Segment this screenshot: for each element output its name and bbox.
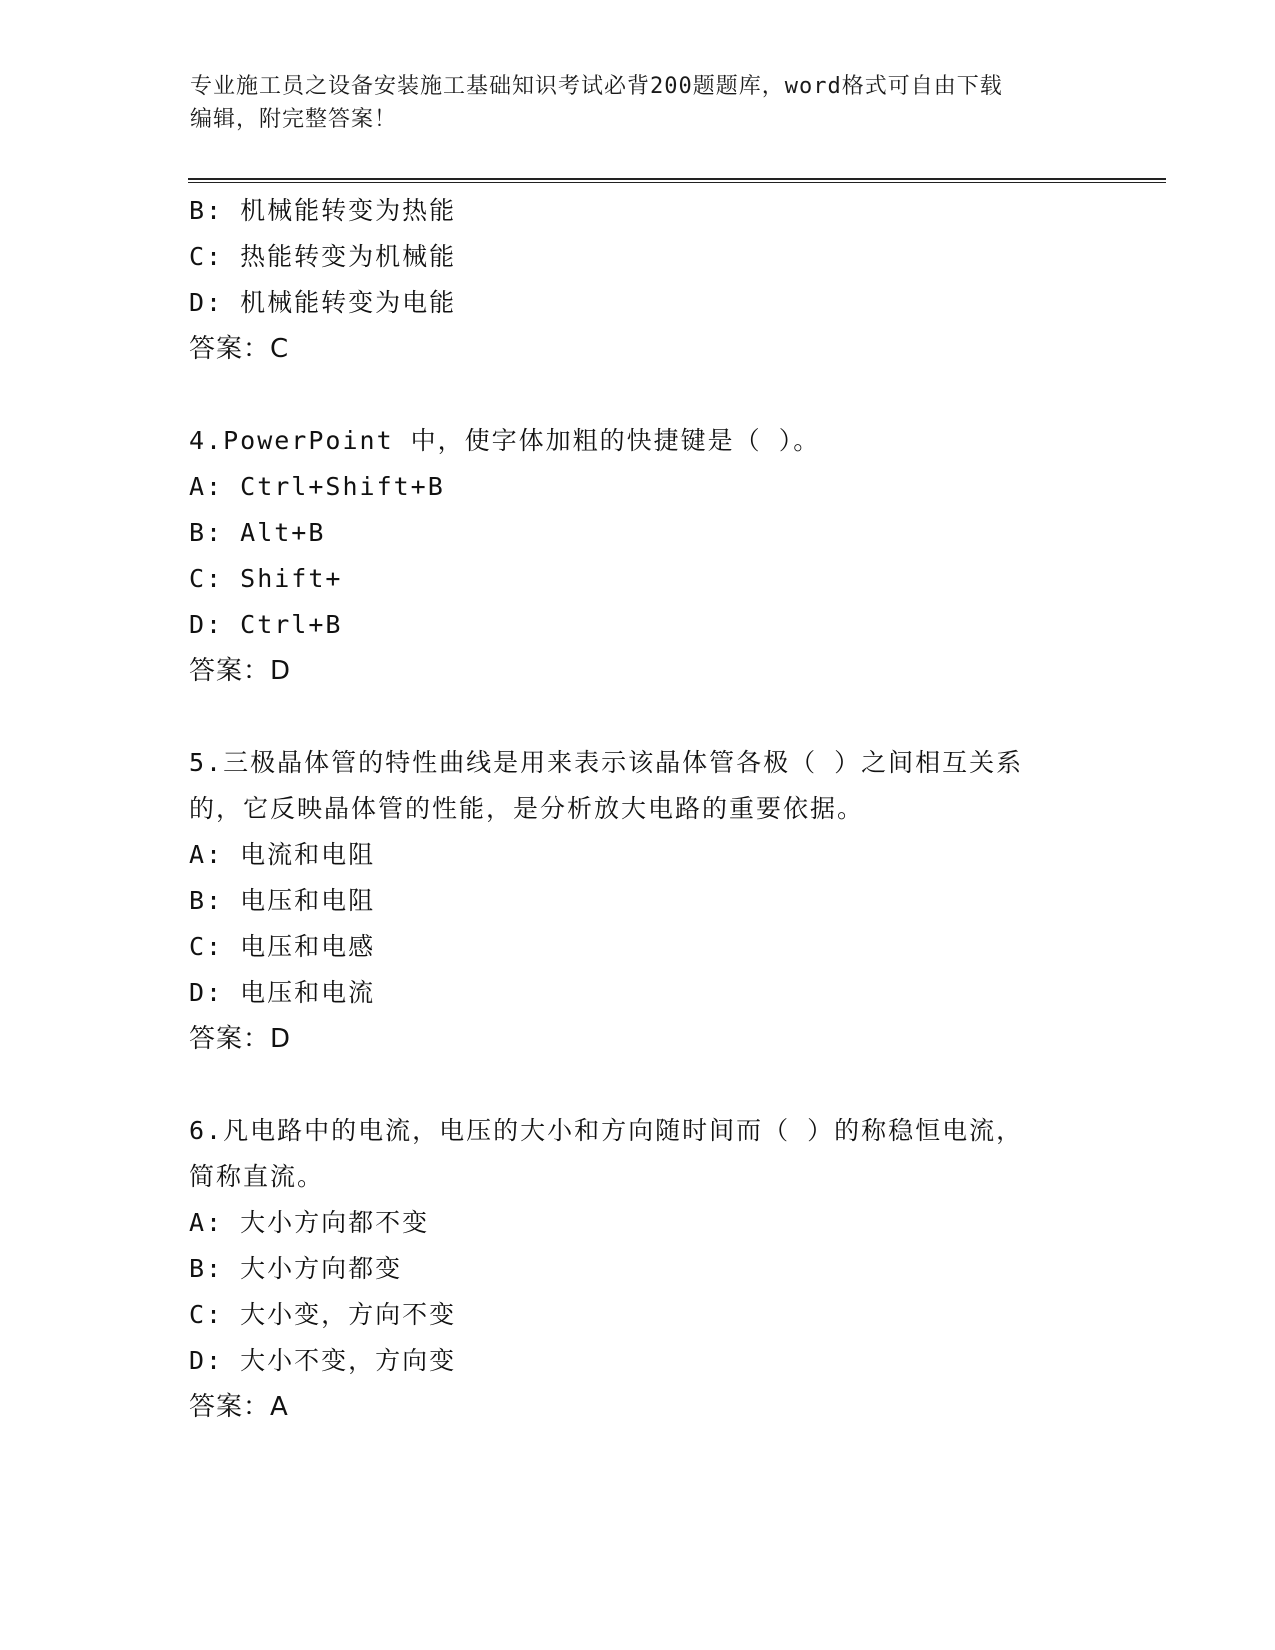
option-b: B: 电压和电阻 bbox=[189, 886, 376, 915]
question-text: 6.凡电路中的电流，电压的大小和方向随时间而（ ）的称稳恒电流， bbox=[189, 1116, 1024, 1145]
question-text: 5.三极晶体管的特性曲线是用来表示该晶体管各极（ ）之间相互关系 bbox=[189, 748, 1024, 777]
option-b: B: 大小方向都变 bbox=[189, 1254, 403, 1283]
option-d: D: 电压和电流 bbox=[189, 978, 376, 1007]
option-d: D: Ctrl+B bbox=[189, 610, 343, 639]
answer-line: 答案：C bbox=[189, 334, 290, 364]
header-divider bbox=[188, 178, 1166, 183]
header-title-line-2: 编辑，附完整答案！ bbox=[190, 107, 398, 132]
spacer bbox=[189, 694, 1089, 740]
question-text-continued: 的，它反映晶体管的性能，是分析放大电路的重要依据。 bbox=[189, 794, 865, 823]
question-text: 4.PowerPoint 中，使字体加粗的快捷键是（ ）。 bbox=[189, 426, 821, 455]
spacer bbox=[189, 372, 1089, 418]
option-b: B: Alt+B bbox=[189, 518, 326, 547]
header-title-line-1: 专业施工员之设备安装施工基础知识考试必背200题题库，word格式可自由下载 bbox=[190, 74, 1003, 99]
option-a: A: 电流和电阻 bbox=[189, 840, 376, 869]
option-d: D: 机械能转变为电能 bbox=[189, 288, 457, 317]
option-c: C: 大小变，方向不变 bbox=[189, 1300, 457, 1329]
option-a: A: 大小方向都不变 bbox=[189, 1208, 430, 1237]
option-c: C: 电压和电感 bbox=[189, 932, 376, 961]
answer-line: 答案：D bbox=[189, 1024, 292, 1054]
answer-line: 答案：D bbox=[189, 656, 292, 686]
question-4 bbox=[189, 418, 1089, 694]
option-a: A: Ctrl+Shift+B bbox=[189, 472, 445, 501]
question-list bbox=[189, 188, 1089, 1430]
question-5 bbox=[189, 740, 1089, 1062]
option-d: D: 大小不变，方向变 bbox=[189, 1346, 457, 1375]
document-header bbox=[190, 70, 1080, 136]
question-text-continued: 简称直流。 bbox=[189, 1162, 325, 1191]
question-3-fragment bbox=[189, 188, 1089, 372]
option-c: C: 热能转变为机械能 bbox=[189, 242, 457, 271]
question-6 bbox=[189, 1108, 1089, 1430]
answer-line: 答案：A bbox=[189, 1392, 289, 1422]
option-b: B: 机械能转变为热能 bbox=[189, 196, 457, 225]
option-c: C: Shift+ bbox=[189, 564, 343, 593]
spacer bbox=[189, 1062, 1089, 1108]
